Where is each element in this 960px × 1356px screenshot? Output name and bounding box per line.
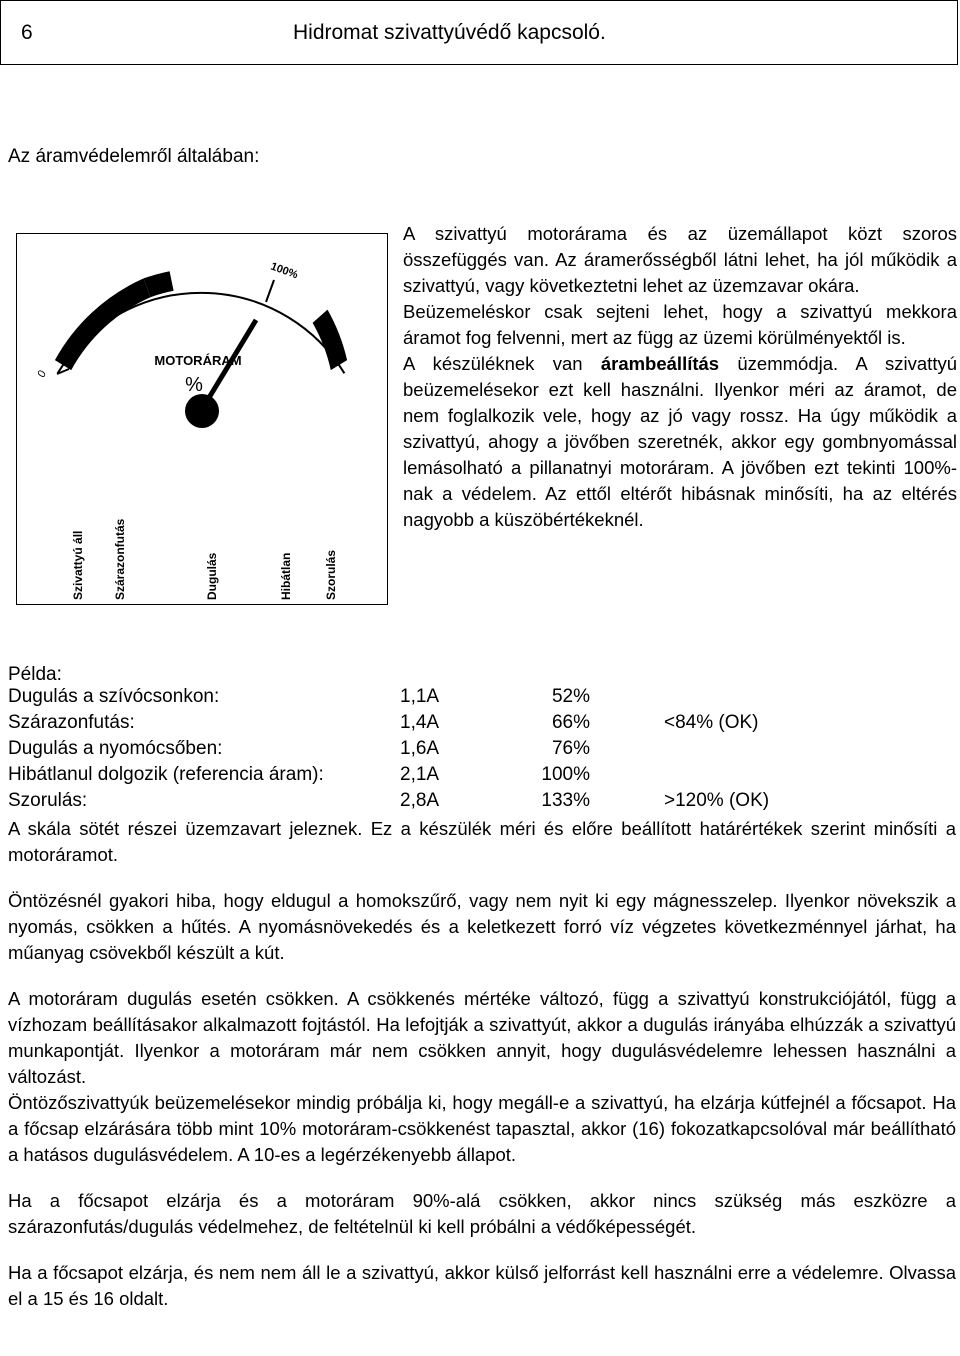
row-note: <84% (OK) (664, 712, 759, 733)
row-percent: 66% (551, 712, 590, 733)
row-percent: 52% (551, 686, 590, 707)
row-percent: 100% (541, 764, 590, 785)
gauge-pivot (185, 394, 219, 428)
body-paragraph-6: Ha a főcsapot elzárja, és nem nem áll le a szivattyú, akkor külső jelforrást kell használni erre a védelemre. Olvassa el a 15 és 16 oldalt. (8, 1262, 956, 1309)
motor-current-gauge (16, 233, 388, 605)
gauge-percent-label: % (185, 374, 203, 396)
table-row (8, 712, 958, 738)
intro-text (403, 221, 957, 533)
body-paragraph-1: A skála sötét részei üzemzavart jeleznek. Ez a készülék méri és előre beállított határértékek szerint minősíti a motoráramot. (8, 818, 956, 865)
row-name: Dugulás a nyomócsőben: (8, 738, 223, 759)
table-row (8, 738, 958, 764)
row-name: Hibátlanul dolgozik (referencia áram): (8, 764, 324, 785)
row-current: 2,8A (400, 790, 440, 811)
gauge-hundred-tick (266, 280, 274, 302)
row-name: Szorulás: (8, 790, 88, 811)
row-name: Szárazonfutás: (8, 712, 135, 733)
example-table (8, 686, 958, 816)
row-current: 1,1A (400, 686, 440, 707)
body-paragraph-2: Öntözésnél gyakori hiba, hogy eldugul a homokszűrő, vagy nem nyit ki egy mágnesszelep. Ilyenkor növekszik a nyomás, csökken a hűtés. A nyomásnövekedés és a keletkezett forró víz végzetes következménnyel járhat, ha műanyag csövekből készült a kút. (8, 890, 956, 963)
body-text (8, 816, 956, 1312)
document-title: Hidromat szivattyúvédő kapcsoló. (293, 21, 606, 44)
row-percent: 133% (541, 790, 590, 811)
section-title: Az áramvédelemről általában: (8, 146, 260, 167)
row-current: 1,6A (400, 738, 440, 759)
intro-paragraph-3 (403, 351, 957, 533)
intro-paragraph-1: A szivattyú motorárama és az üzemállapot közt szoros összefüggés van. Az áramerősségből látni lehet, ha jól működik a szivattyú, vagy következtetni lehet az üzemzavar okára. (403, 223, 957, 296)
row-name: Dugulás a szívócsonkon: (8, 686, 220, 707)
row-note: >120% (OK) (664, 790, 770, 811)
zone-label-stopped: Szivattyú áll (71, 530, 85, 600)
body-paragraph-5: Ha a főcsapot elzárja és a motoráram 90%-alá csökken, akkor nincs szükség más eszközre a szárazonfutás/dugulás védelmehez, de feltételnül ki kell próbálni a védőképességét. (8, 1190, 956, 1237)
intro-p3-keyword: árambeállítás (600, 353, 720, 374)
intro-p3-end: üzemmódja. A szivattyú beüzemelésekor ezt kell használni. Ilyenkor méri az áramot, de nem foglalkozik vele, hogy az jó vagy rossz. Ha úgy működik a szivattyú, ahogy a jövőben szeretnék, akkor egy gombnyomással lemásolható a pillanatnyi motoráram. A jövőben ezt tekinti 100%-nak a védelem. Az ettől eltérőt hibásnak minősíti, ha az eltérés nagyobb a küszöbértékeknél. (403, 353, 957, 530)
page-number: 6 (21, 21, 33, 44)
table-row (8, 790, 958, 816)
row-current: 2,1A (400, 764, 440, 785)
gauge-zone-dry (55, 278, 150, 370)
intro-paragraph-2: Beüzemeléskor csak sejteni lehet, hogy a szivattyú mekkora áramot fog felvenni, mert az függ az üzemi körülményektől is. (403, 301, 957, 348)
zone-label-normal: Hibátlan (279, 552, 293, 600)
body-paragraph-3: A motoráram dugulás esetén csökken. A csökkenés mértéke változó, függ a szivattyú konstrukciójától, függ a vízhozam beállításakor alkalmazott fojtástól. Ha lefojtják a szivattyút, akkor a dugulás irányába elhúzzák a szivattyú munkapontját. Ilyenkor a motoráram már nem csökken annyit, hogy dugulásvédelemre lehessen használni a változást. (8, 988, 956, 1087)
example-label: Példa: (8, 664, 62, 685)
gauge-zero-label: 0 (35, 369, 49, 380)
table-row (8, 764, 958, 790)
table-row (8, 686, 958, 712)
body-paragraph-4: Öntözőszivattyúk beüzemelésekor mindig próbálja ki, hogy megáll-e a szivattyú, ha elzárja kútfejnél a főcsapot. Ha a főcsap elzárására több mint 10% motoráram-csökkenést tapasztal, akkor (16) fokozatkapcsolóval már beállítható a hatásos dugulásvédelem. A 10-es a legérzékenyebb állapot. (8, 1092, 956, 1165)
zone-label-seizure: Szorulás (324, 549, 338, 600)
row-current: 1,4A (400, 712, 440, 733)
gauge-motor-label: MOTORÁRAM (154, 353, 242, 368)
zone-label-blockage: Dugulás (205, 552, 219, 600)
gauge-hundred-label: 100% (268, 260, 300, 282)
page-header (0, 0, 958, 65)
zone-label-dry-running: Szárazonfutás (113, 518, 127, 600)
intro-p3-start: A készüléknek van (403, 353, 601, 374)
row-percent: 76% (551, 738, 590, 759)
